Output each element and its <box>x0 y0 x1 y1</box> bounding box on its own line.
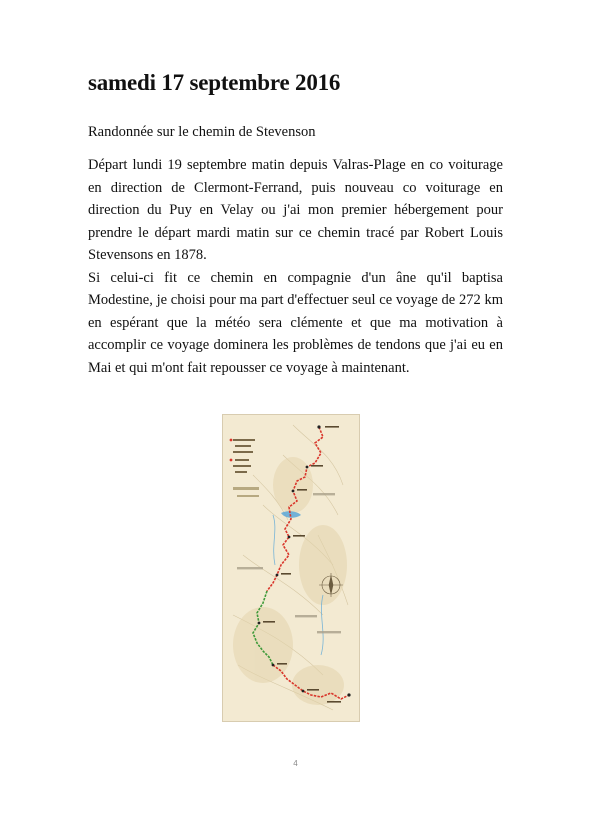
body-text <box>88 154 503 379</box>
route-map-drawing <box>223 415 359 721</box>
page-number: 4 <box>293 759 298 768</box>
map-legend <box>230 439 259 497</box>
paragraph-1: Départ lundi 19 septembre matin depuis Valras-Plage en co voiturage en direction de Clermont-Ferrand, puis nouveau co voiturage en direction du Puy en Velay ou j'ai mon premier hébergement pour prendre le départ mardi matin sur ce chemin tracé par Robert Louis Stevensons en 1878. <box>88 157 503 263</box>
route-map-figure <box>222 414 360 722</box>
page-title: samedi 17 septembre 2016 <box>88 70 341 95</box>
page-subtitle: Randonnée sur le chemin de Stevenson <box>88 124 316 140</box>
paragraph-2: Si celui-ci fit ce chemin en compagnie d'un âne qu'il baptisa Modestine, je choisi pour ma part d'effectuer seul ce voyage de 272 km en espérant que la météo sera clémente et que ma motivation à accomplir ce voyage dominera les problèmes de tendons que j'ai eu en Mai et qui m'ont fait repousser ce voyage à maintenant. <box>88 269 503 376</box>
